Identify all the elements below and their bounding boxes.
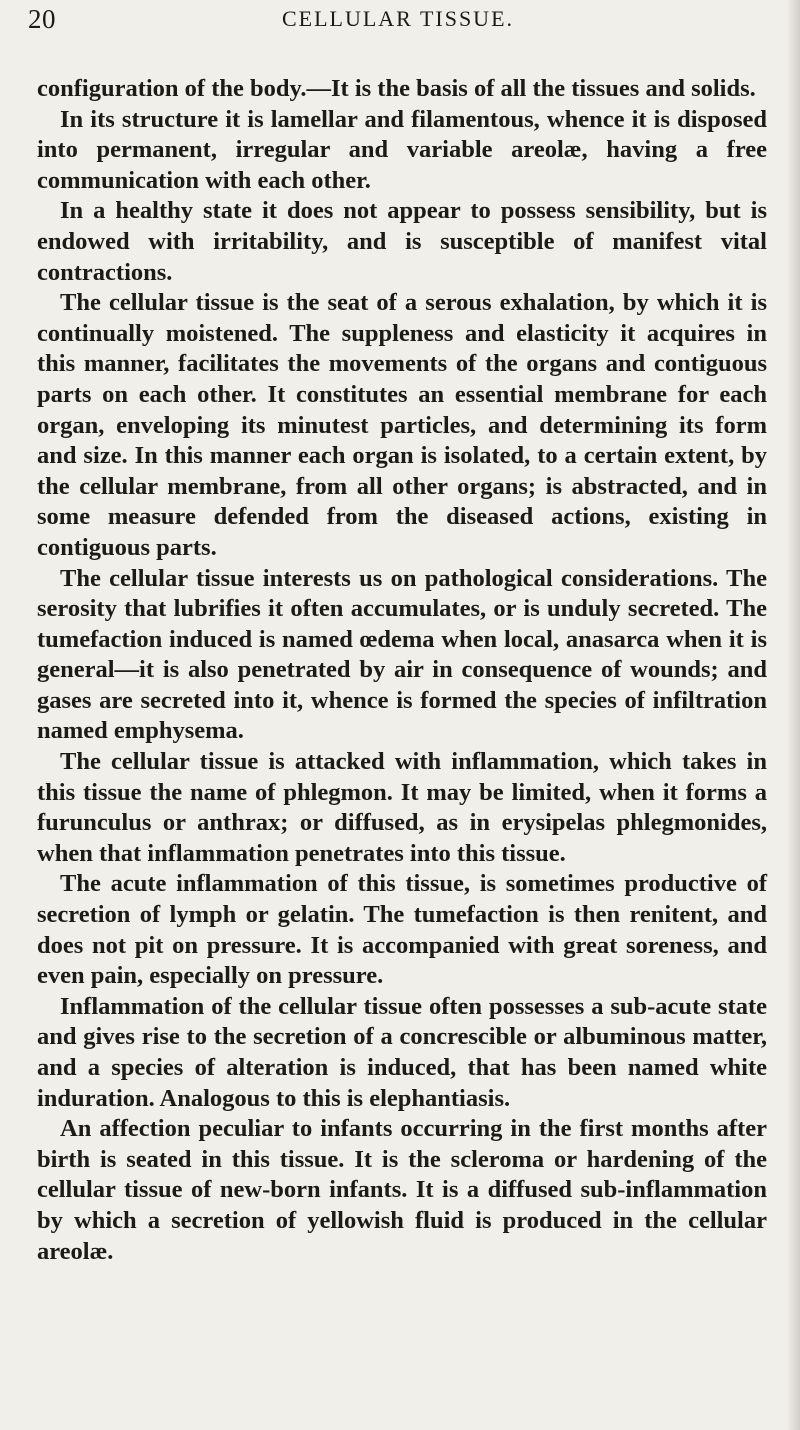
page-edge-shadow [786, 0, 800, 1430]
body-text [37, 74, 767, 1267]
running-head [28, 4, 768, 44]
running-title: CELLULAR TISSUE. [281, 6, 515, 31]
paragraph-serous-exhalation: The cellular tissue is the seat of a serous exhalation, by which it is continually moistened. The suppleness and elasticity it acquires in this manner, facilitates the movements of the organs and contiguous parts on each other. It constitutes an essential membrane for each organ, enveloping its minutest particles, and determining its form and size. In this manner each organ is isolated, to a certain extent, by the cellular membrane, from all other organs; is abstracted, and in some measure defended from the diseased actions, existing in contiguous parts. [37, 289, 767, 561]
paragraph-pathology: The cellular tissue interests us on pathological considerations. The serosity that lubrifies it often accumulates, or is unduly secreted. The tumefaction induced is named œdema when local, anasarca when it is general—it is also penetrated by air in consequence of wounds; and gases are secreted into it, whence is formed the species of infiltration named emphysema. [37, 564, 767, 745]
paragraph-healthy-state: In a healthy state it does not appear to possess sensibility, but is endowed with irritability, and is susceptible of manifest vital contractions. [37, 197, 767, 286]
paragraph-continuation: configuration of the body.—It is the basis of all the tissues and solids. [37, 75, 756, 102]
paragraph-structure: In its structure it is lamellar and filamentous, whence it is disposed into permanent, irregular and variable areolæ, having a free communication with each other. [37, 105, 767, 194]
paragraph-inflammation: The cellular tissue is attacked with inflammation, which takes in this tissue the name of phlegmon. It may be limited, when it forms a furunculus or anthrax; or diffused, as in erysipelas phlegmonides, when that inflammation penetrates into this tissue. [37, 748, 767, 867]
paragraph-scleroma: An affection peculiar to infants occurring in the first months after birth is seated in this tissue. It is the scleroma or hardening of the cellular tissue of new-born infants. It is a diffused sub-inflammation by which a secretion of yellowish fluid is produced in the cellular areolæ. [37, 1115, 767, 1265]
paragraph-acute-inflammation: The acute inflammation of this tissue, is sometimes productive of secretion of lymph or gelatin. The tumefaction is then renitent, and does not pit on pressure. It is accompanied with great soreness, and even pain, especially on pressure. [37, 870, 767, 990]
paragraph-sub-acute: Inflammation of the cellular tissue often possesses a sub-acute state and gives rise to the secretion of a concrescible or albuminous matter, and a species of alteration is induced, that has been named white induration. Analogous to this is elephantiasis. [37, 992, 767, 1112]
page-number: 20 [28, 4, 56, 34]
